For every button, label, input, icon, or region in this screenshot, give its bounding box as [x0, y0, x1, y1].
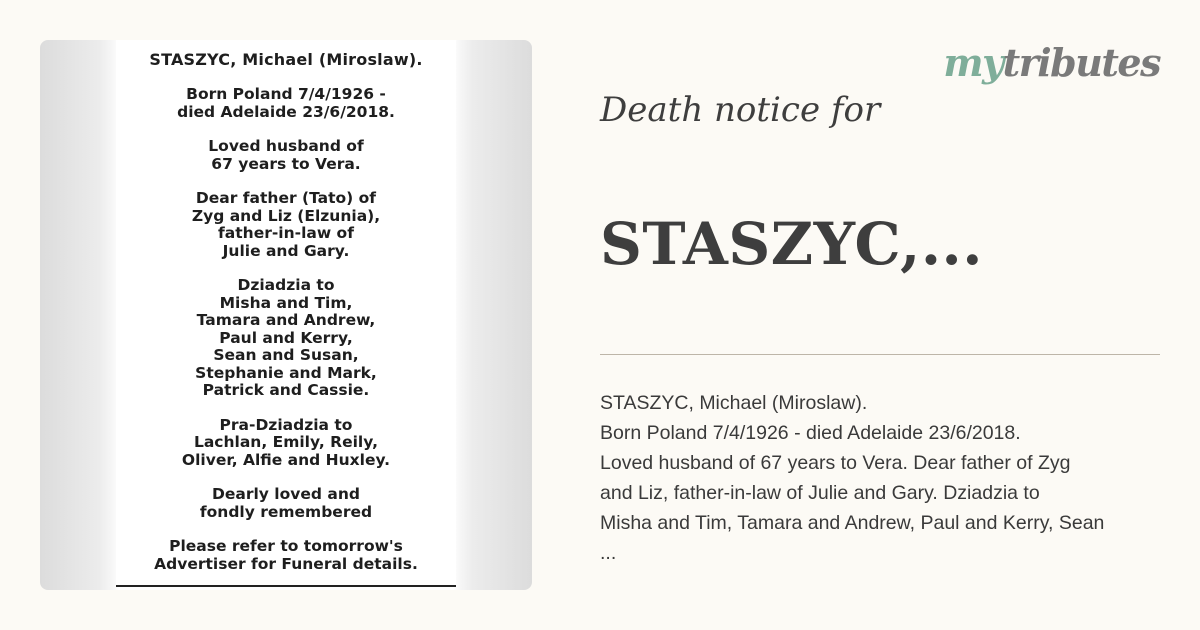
summary-line: Born Poland 7/4/1926 - died Adelaide 23/6/2018.	[600, 422, 1021, 444]
summary-line: Loved husband of 67 years to Vera. Dear father of Zyg	[600, 452, 1071, 474]
clipping-block-father	[116, 190, 456, 260]
newspaper-clipping	[116, 40, 456, 587]
clipping-line: Stephanie and Mark,	[195, 363, 377, 382]
clipping-line: Patrick and Cassie.	[202, 381, 370, 399]
clipping-line: Please refer to tomorrow's	[169, 537, 403, 555]
clipping-line: Advertiser for Funeral details.	[154, 554, 418, 573]
clipping-line: Dziadzia to	[237, 276, 335, 294]
clipping-line: Loved husband of	[208, 137, 364, 155]
clipping-line: Lachlan, Emily, Reily,	[193, 433, 379, 451]
clipping-line: fondly remembered	[199, 502, 373, 521]
mytributes-logo	[943, 40, 1160, 85]
clipping-block-funeral	[116, 538, 456, 573]
clipping-line: Born Poland 7/4/1926 -	[186, 85, 386, 103]
summary-line: Misha and Tim, Tamara and Andrew, Paul and Kerry, Sean	[600, 512, 1105, 534]
clipping-name-line: STASZYC, Michael (Miroslaw).	[149, 50, 423, 69]
clipping-line: father-in-law of	[218, 224, 354, 242]
clipping-line: Pra-Dziadzia to	[219, 415, 353, 434]
clipping-line: Julie and Gary.	[222, 241, 350, 260]
clipping-block-pra-dziadzia	[116, 417, 456, 470]
deceased-name-heading: STASZYC,...	[600, 210, 983, 278]
clipping-line: Dear father (Tato) of	[195, 189, 377, 207]
clipping-block-dates	[116, 86, 456, 121]
clipping-block-remembered	[116, 486, 456, 521]
divider	[600, 354, 1160, 355]
summary-line: STASZYC, Michael (Miroslaw).	[600, 392, 868, 414]
clipping-line: Tamara and Andrew,	[196, 311, 376, 329]
clipping-line: Dearly loved and	[212, 485, 360, 503]
clipping-line: died Adelaide 23/6/2018.	[177, 102, 395, 121]
clipping-line: Sean and Susan,	[213, 346, 359, 364]
clipping-line: Paul and Kerry,	[219, 328, 353, 347]
logo-part-my: my	[943, 40, 1003, 85]
clipping-line: Misha and Tim,	[219, 293, 353, 312]
clipping-line: Zyg and Liz (Elzunia),	[191, 206, 381, 225]
clipping-line: 67 years to Vera.	[211, 154, 361, 173]
logo-part-tributes: tributes	[1002, 40, 1160, 85]
summary-line: and Liz, father-in-law of Julie and Gary. Dziadzia to	[600, 482, 1040, 504]
notice-subtitle: Death notice for	[600, 90, 881, 130]
notice-summary-text	[600, 388, 1185, 568]
clipping-line: Oliver, Alfie and Huxley.	[181, 450, 391, 469]
death-notice-image	[40, 40, 532, 590]
clipping-block-dziadzia	[116, 277, 456, 400]
summary-line: ...	[600, 542, 617, 564]
clipping-block-husband	[116, 138, 456, 173]
